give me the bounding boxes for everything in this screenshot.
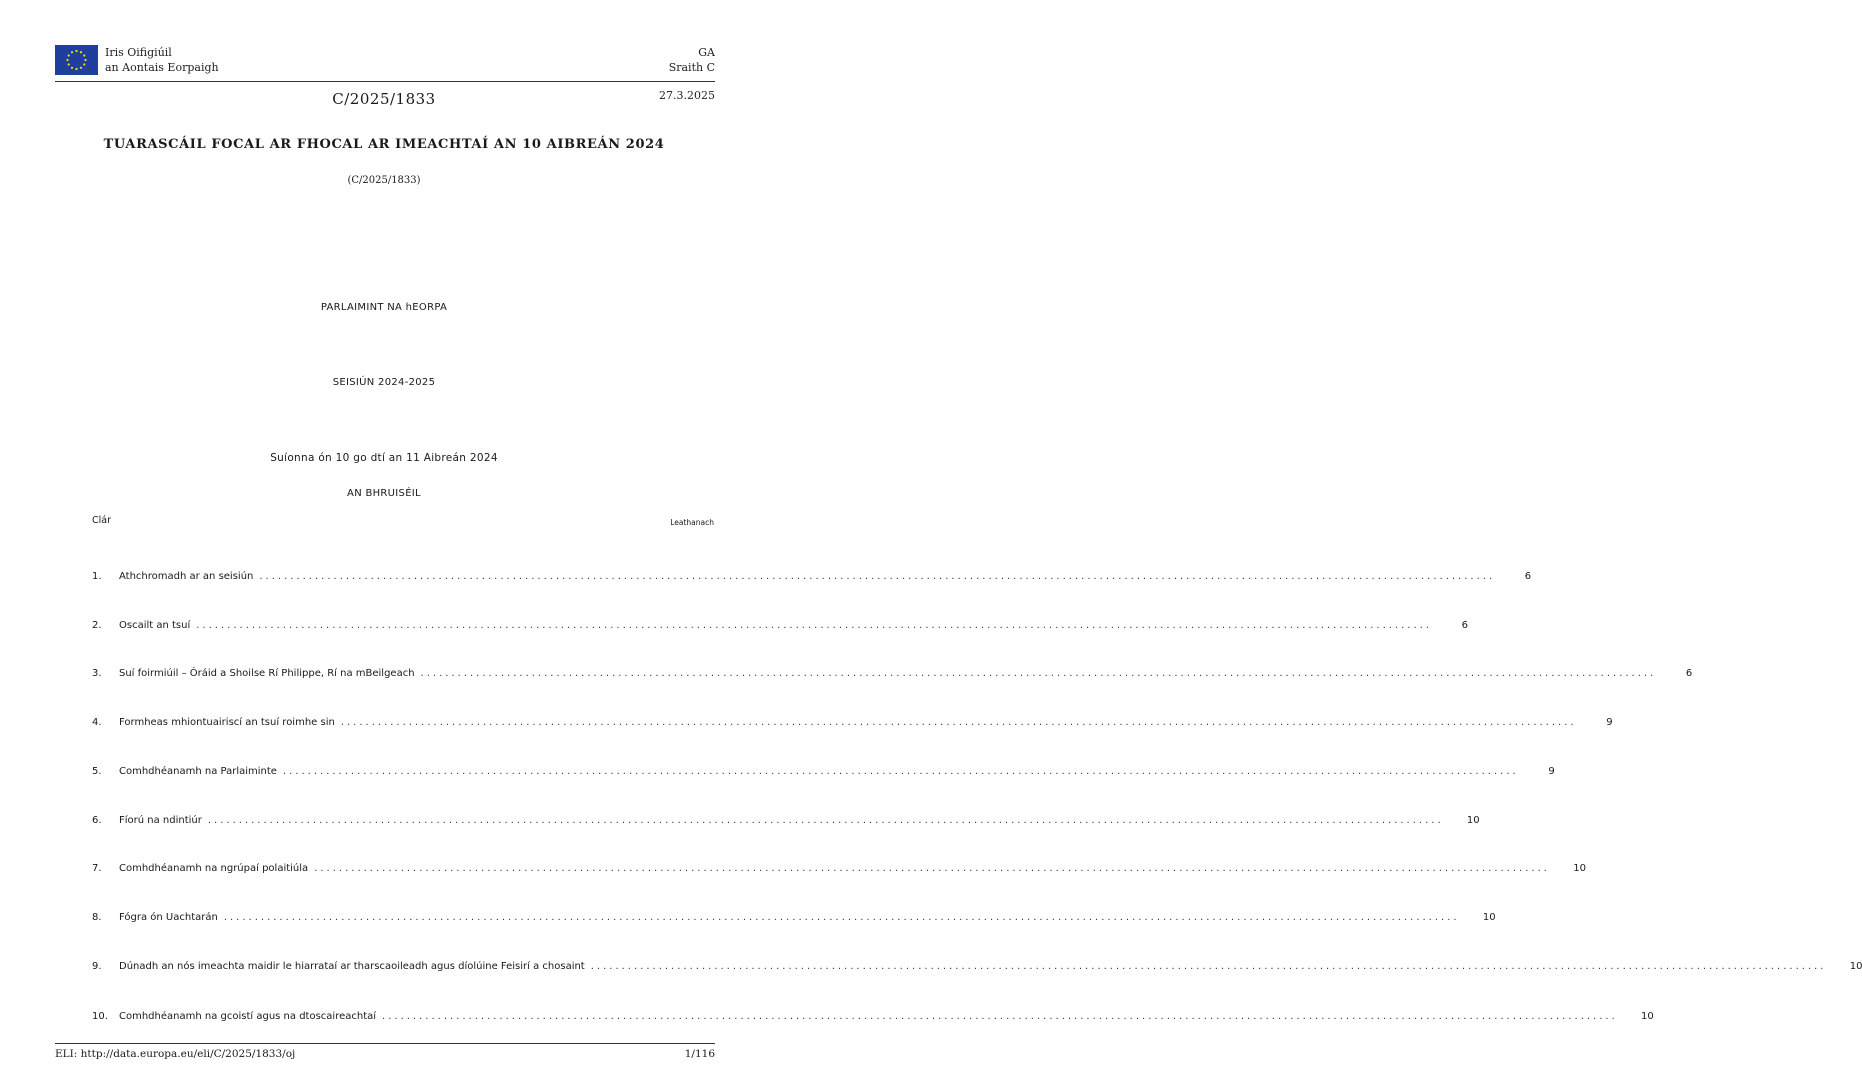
- toc-item[interactable]: [92, 717, 1613, 733]
- toc-item-number: 8.: [92, 912, 102, 923]
- toc-item-page: 6: [1461, 620, 1469, 631]
- toc-item[interactable]: [92, 1011, 1654, 1027]
- eu-star-icon: [66, 59, 68, 61]
- document-reference: (C/2025/1833): [347, 175, 421, 186]
- toc-leader-dots: ........................................................................................................................................................................................................: [314, 863, 1550, 874]
- toc-item-number: 4.: [92, 717, 102, 728]
- toc-item[interactable]: [92, 815, 1480, 831]
- journal-name-line1: Iris Oifigiúil: [105, 46, 172, 59]
- toc-item-page: 9: [1548, 766, 1555, 777]
- document-number: C/2025/1833: [332, 90, 436, 108]
- eu-star-icon: [83, 54, 85, 56]
- toc-leader-dots: ........................................................................................................................................................................................................: [196, 620, 1433, 631]
- eu-star-icon: [71, 51, 73, 53]
- toc-item-title: Comhdhéanamh na gcoistí agus na dtoscaireachtaí: [119, 1011, 377, 1022]
- journal-name: [105, 45, 219, 75]
- sitting-place: AN BHRUISÉIL: [347, 488, 421, 499]
- eli-link[interactable]: ELI: http://data.europa.eu/eli/C/2025/1833/oj: [55, 1048, 296, 1060]
- toc-leader-dots: ........................................................................................................................................................................................................: [420, 668, 1657, 679]
- toc-item-page: 10: [1466, 815, 1480, 826]
- series-label: Sraith C: [668, 61, 715, 74]
- publication-date: 27.3.2025: [659, 89, 715, 102]
- toc-item-number: 10.: [92, 1011, 108, 1022]
- toc-item-page: 10: [1573, 863, 1586, 874]
- toc-leader-dots: ........................................................................................................................................................................................................: [223, 912, 1460, 923]
- session-label: SEISIÚN 2024-2025: [332, 377, 436, 388]
- eu-flag-icon: [55, 45, 98, 75]
- toc-item-page: 6: [1685, 668, 1693, 679]
- sittings-dates: Suíonna ón 10 go dtí an 11 Aibreán 2024: [270, 452, 498, 464]
- document-title: TUARASCÁIL FOCAL AR FHOCAL AR IMEACHTAÍ AN 10 AIBREÁN 2024: [103, 137, 665, 152]
- toc-leader-dots: ........................................................................................................................................................................................................: [590, 961, 1827, 972]
- toc-leader-dots: ........................................................................................................................................................................................................: [382, 1011, 1618, 1022]
- toc-item-title: Formheas mhiontuairiscí an tsuí roimhe sin: [119, 717, 335, 728]
- toc-item-title: Fíorú na ndintiúr: [119, 815, 202, 826]
- eu-star-icon: [68, 54, 70, 56]
- toc-leader-dots: ........................................................................................................................................................................................................: [207, 815, 1444, 826]
- toc-item-title: Dúnadh an nós imeachta maidir le hiarrataí ar tharscaoileadh agus díolúine Feisirí a chosaint: [119, 961, 585, 972]
- header-divider: [55, 81, 715, 82]
- toc-leader-dots: ........................................................................................................................................................................................................: [340, 717, 1577, 728]
- eu-star-icon: [68, 63, 70, 65]
- toc-item-page: 6: [1524, 571, 1532, 582]
- eu-star-icon: [71, 67, 73, 69]
- toc-item-number: 9.: [92, 961, 102, 972]
- toc-item[interactable]: [92, 912, 1496, 928]
- toc-item-number: 7.: [92, 863, 102, 874]
- parliament-name: PARLAIMINT NA hEORPA: [320, 302, 448, 313]
- toc-item[interactable]: [92, 620, 1469, 636]
- toc-leader-dots: ........................................................................................................................................................................................................: [259, 571, 1496, 582]
- eu-star-icon: [80, 51, 82, 53]
- language-code: GA: [698, 46, 715, 59]
- eu-flag-stars: [55, 45, 98, 75]
- eu-star-icon: [75, 68, 77, 70]
- journal-name-line2: an Aontais Eorpaigh: [105, 61, 219, 74]
- toc-item-title: Athchromadh ar an seisiún: [119, 571, 254, 582]
- toc-item-page: 9: [1606, 717, 1613, 728]
- page-number: 1/116: [684, 1048, 715, 1060]
- toc-item-title: Oscailt an tsuí: [119, 620, 191, 631]
- toc-item-title: Comhdhéanamh na ngrúpaí polaitiúla: [119, 863, 309, 874]
- toc-item[interactable]: [92, 571, 1532, 587]
- eu-star-icon: [83, 63, 85, 65]
- toc-item-page: 10: [1641, 1011, 1654, 1022]
- toc-item-number: 6.: [92, 815, 102, 826]
- eu-star-icon: [84, 59, 86, 61]
- toc-page-heading: Leathanach: [670, 518, 714, 527]
- toc-item-page: 10: [1849, 961, 1862, 972]
- toc-item[interactable]: [92, 766, 1555, 782]
- footer-divider: [55, 1043, 715, 1044]
- toc-item[interactable]: [92, 863, 1586, 879]
- toc-item-number: 3.: [92, 668, 102, 679]
- toc-heading: Clár: [92, 515, 111, 526]
- toc-item-title: Suí foirmiúil – Óráid a Shoilse Rí Philippe, Rí na mBeilgeach: [119, 668, 415, 679]
- eu-star-icon: [75, 50, 77, 52]
- toc-leader-dots: ........................................................................................................................................................................................................: [282, 766, 1519, 777]
- language-series: [669, 45, 715, 75]
- eu-star-icon: [80, 67, 82, 69]
- toc-item-title: Comhdhéanamh na Parlaiminte: [119, 766, 277, 777]
- toc-item-number: 2.: [92, 620, 102, 631]
- toc-item[interactable]: [92, 668, 1693, 684]
- toc-item-number: 1.: [92, 571, 102, 582]
- toc-item[interactable]: [92, 961, 1862, 977]
- toc-item-title: Fógra ón Uachtarán: [119, 912, 218, 923]
- toc-item-page: 10: [1482, 912, 1496, 923]
- toc-item-number: 5.: [92, 766, 102, 777]
